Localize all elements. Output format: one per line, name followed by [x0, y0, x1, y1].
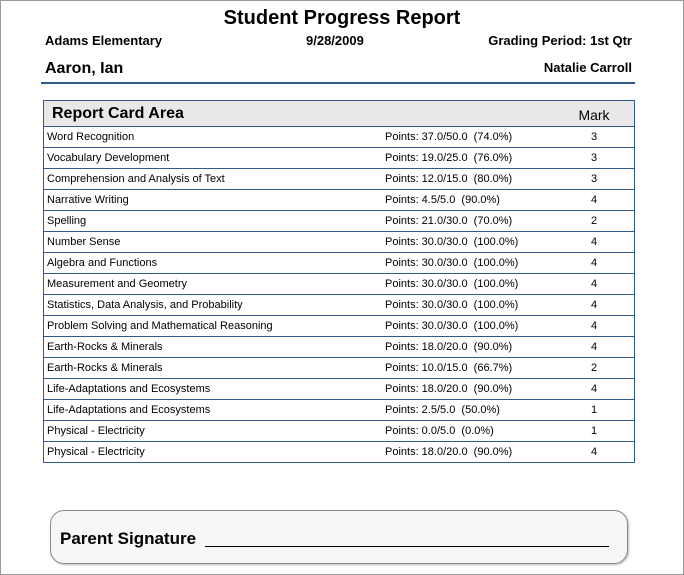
signature-box — [50, 510, 628, 564]
subject-cell: Problem Solving and Mathematical Reasoning — [47, 320, 273, 332]
grading-period: Grading Period: 1st Qtr — [488, 33, 632, 48]
report-date: 9/28/2009 — [306, 33, 364, 48]
table-row — [44, 232, 634, 253]
points-cell: Points: 30.0/30.0 (100.0%) — [385, 257, 519, 269]
points-cell: Points: 4.5/5.0 (90.0%) — [385, 194, 500, 206]
mark-cell: 2 — [590, 215, 598, 227]
points-cell: Points: 30.0/30.0 (100.0%) — [385, 278, 519, 290]
subject-cell: Physical - Electricity — [47, 425, 145, 437]
table-row — [44, 190, 634, 211]
subject-cell: Life-Adaptations and Ecosystems — [47, 404, 211, 416]
mark-cell: 4 — [590, 278, 598, 290]
table-header — [44, 101, 634, 127]
subject-cell: Algebra and Functions — [47, 257, 158, 269]
mark-cell: 2 — [590, 362, 598, 374]
mark-cell: 3 — [590, 131, 598, 143]
subject-cell: Earth-Rocks & Minerals — [47, 341, 163, 353]
student-name: Aaron, Ian — [45, 60, 124, 77]
subject-cell: Number Sense — [47, 236, 121, 248]
table-row — [44, 211, 634, 232]
subject-cell: Life-Adaptations and Ecosystems — [47, 383, 211, 395]
points-cell: Points: 19.0/25.0 (76.0%) — [385, 152, 513, 164]
signature-label: Parent Signature — [60, 529, 197, 548]
points-cell: Points: 18.0/20.0 (90.0%) — [385, 446, 513, 458]
school-name: Adams Elementary — [45, 33, 163, 48]
mark-cell: 4 — [590, 194, 598, 206]
page-title: Student Progress Report — [223, 7, 461, 29]
report-card-table — [43, 100, 635, 463]
table-row — [44, 358, 634, 379]
mark-cell: 4 — [590, 236, 598, 248]
table-row — [44, 148, 634, 169]
table-row — [44, 379, 634, 400]
mark-cell: 3 — [590, 152, 598, 164]
subject-cell: Vocabulary Development — [47, 152, 170, 164]
table-row — [44, 169, 634, 190]
mark-cell: 4 — [590, 341, 598, 353]
points-cell: Points: 0.0/5.0 (0.0%) — [385, 425, 494, 437]
subject-cell: Word Recognition — [47, 131, 135, 143]
subject-cell: Comprehension and Analysis of Text — [47, 173, 225, 185]
table-body — [44, 127, 634, 462]
table-row — [44, 274, 634, 295]
points-cell: Points: 30.0/30.0 (100.0%) — [385, 320, 519, 332]
subject-cell: Earth-Rocks & Minerals — [47, 362, 163, 374]
points-cell: Points: 21.0/30.0 (70.0%) — [385, 215, 513, 227]
table-row — [44, 316, 634, 337]
points-cell: Points: 2.5/5.0 (50.0%) — [385, 404, 500, 416]
table-row — [44, 295, 634, 316]
points-cell: Points: 30.0/30.0 (100.0%) — [385, 236, 519, 248]
header-divider — [41, 82, 635, 84]
area-column-header: Report Card Area — [52, 105, 184, 122]
points-cell: Points: 12.0/15.0 (80.0%) — [385, 173, 513, 185]
table-row — [44, 400, 634, 421]
mark-cell: 4 — [590, 299, 598, 311]
mark-cell: 3 — [590, 173, 598, 185]
points-cell: Points: 10.0/15.0 (66.7%) — [385, 362, 513, 374]
table-row — [44, 421, 634, 442]
subject-cell: Narrative Writing — [47, 194, 129, 206]
signature-line[interactable] — [205, 546, 609, 547]
points-cell: Points: 18.0/20.0 (90.0%) — [385, 383, 513, 395]
subject-cell: Statistics, Data Analysis, and Probability — [47, 299, 243, 311]
mark-cell: 4 — [590, 320, 598, 332]
points-cell: Points: 37.0/50.0 (74.0%) — [385, 131, 513, 143]
mark-cell: 4 — [590, 446, 598, 458]
mark-cell: 4 — [590, 383, 598, 395]
table-row — [44, 253, 634, 274]
table-row — [44, 337, 634, 358]
teacher-name: Natalie Carroll — [543, 60, 632, 75]
mark-cell: 4 — [590, 257, 598, 269]
subject-cell: Measurement and Geometry — [47, 278, 188, 290]
mark-column-header: Mark — [578, 107, 610, 123]
points-cell: Points: 18.0/20.0 (90.0%) — [385, 341, 513, 353]
table-row — [44, 442, 634, 462]
table-row — [44, 127, 634, 148]
mark-cell: 1 — [590, 425, 598, 437]
points-cell: Points: 30.0/30.0 (100.0%) — [385, 299, 519, 311]
subject-cell: Spelling — [47, 215, 87, 227]
mark-cell: 1 — [590, 404, 598, 416]
subject-cell: Physical - Electricity — [47, 446, 145, 458]
